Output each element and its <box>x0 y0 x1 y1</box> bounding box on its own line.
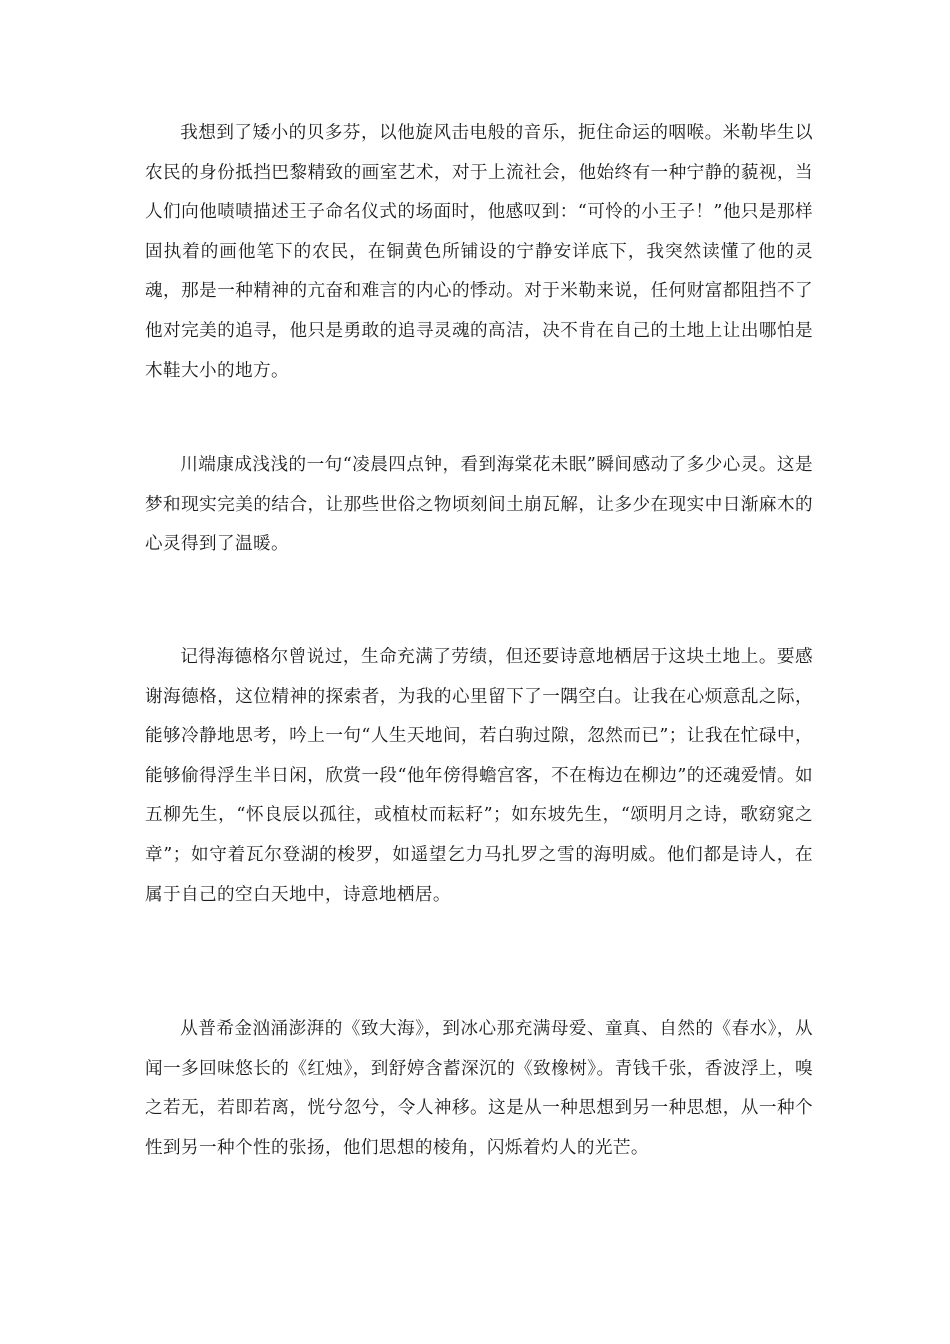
paragraph-beethoven-millet: 我想到了矮小的贝多芬，以他旋风击电般的音乐，扼住命运的咽喉。米勒毕生以农民的身份抵挡巴黎精致的画室艺术，对于上流社会，他始终有一种宁静的藐视，当人们向他啧啧描述王子命名仪式的场面时，他感叹到：“可怜的小王子！”他只是那样固执着的画他笔下的农民，在铜黄色所铺设的宁静安详底下，我突然读懂了他的灵魂，那是一种精神的亢奋和难言的内心的悸动。对于米勒来说，任何财富都阻挡不了他对完美的追寻，他只是勇敢的追寻灵魂的高洁，决不肯在自己的土地上让出哪怕是木鞋大小的地方。 <box>145 123 813 381</box>
faint-scan-mark <box>424 1145 430 1149</box>
paragraph-heidegger: 记得海德格尔曾说过，生命充满了劳绩，但还要诗意地栖居于这块土地上。要感谢海德格，这位精神的探索者，为我的心里留下了一隅空白。让我在心烦意乱之际，能够冷静地思考，吟上一句“人生天地间，若白驹过隙，忽然而已”；让我在忙碌中，能够偷得浮生半日闲，欣赏一段“他年傍得蟾宫客，不在梅边在柳边”的还魂爱情。如五柳先生，“怀良辰以孤往，或植杖而耘耔”；如东坡先生，“颂明月之诗，歌窈窕之章”；如守着瓦尔登湖的梭罗，如遥望乞力马扎罗之雪的海明威。他们都是诗人，在属于自己的空白天地中，诗意地栖居。 <box>145 647 813 905</box>
paragraph-poets: 从普希金汹涌澎湃的《致大海》，到冰心那充满母爱、童真、自然的《春水》，从闻一多回味悠长的《红烛》，到舒婷含蓄深沉的《致橡树》。青钱千张，香波浮上，嗅之若无，若即若离，恍兮忽兮，令人神移。这是从一种思想到另一种思想，从一种个性到另一种个性的张扬，他们思想的棱角，闪烁着灼人的光芒。 <box>145 1019 813 1158</box>
paragraph-kawabata: 川端康成浅浅的一句“凌晨四点钟，看到海棠花未眠”瞬间感动了多少心灵。这是梦和现实完美的结合，让那些世俗之物顷刻间土崩瓦解，让多少在现实中日渐麻木的心灵得到了温暖。 <box>145 455 813 555</box>
